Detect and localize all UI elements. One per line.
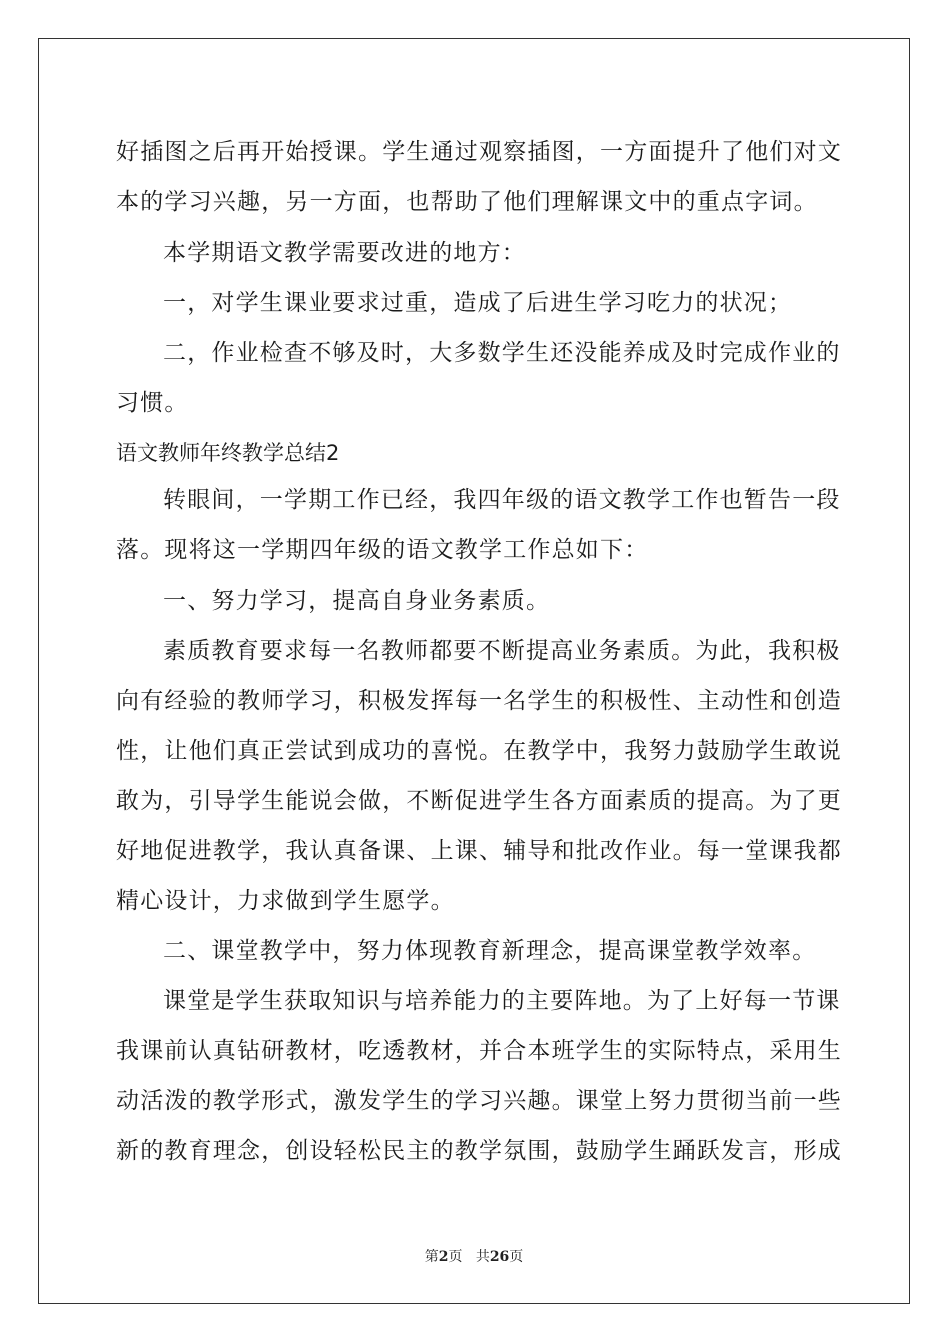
page-footer [39,1246,909,1266]
text-line: 动活泼的教学形式，激发学生的学习兴趣。课堂上努力贯彻当前一些 [116,1088,842,1114]
footer-page-suffix: 页 [448,1249,463,1265]
footer-total-suffix: 页 [509,1249,524,1265]
text-line: 本的学习兴趣，另一方面，也帮助了他们理解课文中的重点字词。 [116,189,818,215]
text-line: 素质教育要求每一名教师都要不断提高业务素质。为此，我积极 [163,638,841,664]
text-line: 好地促进教学，我认真备课、上课、辅导和批改作业。每一堂课我都 [116,838,842,864]
document-page [38,38,910,1304]
text-line: 转眼间，一学期工作已经，我四年级的语文教学工作也暂告一段 [163,487,841,513]
text-line: 一，对学生课业要求过重，造成了后进生学习吃力的状况； [163,290,793,316]
section-heading: 语文教师年终教学总结2 [116,441,340,465]
text-line: 落。现将这一学期四年级的语文教学工作总如下： [116,537,649,563]
text-line: 我课前认真钻研教材，吃透教材，并合本班学生的实际特点，采用生 [116,1038,842,1064]
text-line: 本学期语文教学需要改进的地方： [163,240,526,266]
text-line: 向有经验的教师学习，积极发挥每一名学生的积极性、主动性和创造 [116,688,842,714]
footer-prefix: 第 [424,1249,439,1265]
text-line: 二，作业检查不够及时，大多数学生还没能养成及时完成作业的 [163,340,841,366]
footer-total-prefix: 共 [475,1249,490,1265]
text-line: 新的教育理念，创设轻松民主的教学氛围，鼓励学生踊跃发言，形成 [116,1138,842,1164]
footer-total-pages: 26 [489,1249,510,1265]
text-line: 敢为，引导学生能说会做，不断促进学生各方面素质的提高。为了更 [116,788,842,814]
text-line: 精心设计，力求做到学生愿学。 [116,888,455,914]
text-line: 性，让他们真正尝试到成功的喜悦。在教学中，我努力鼓励学生敢说 [116,738,842,764]
text-line: 习惯。 [116,390,189,416]
text-line: 课堂是学生获取知识与培养能力的主要阵地。为了上好每一节课 [163,988,841,1014]
text-line: 二、课堂教学中，努力体现教育新理念，提高课堂教学效率。 [163,938,817,964]
text-line: 一、努力学习，提高自身业务素质。 [163,588,551,614]
text-line: 好插图之后再开始授课。学生通过观察插图，一方面提升了他们对文 [116,139,842,165]
footer-page-number: 2 [438,1249,449,1265]
